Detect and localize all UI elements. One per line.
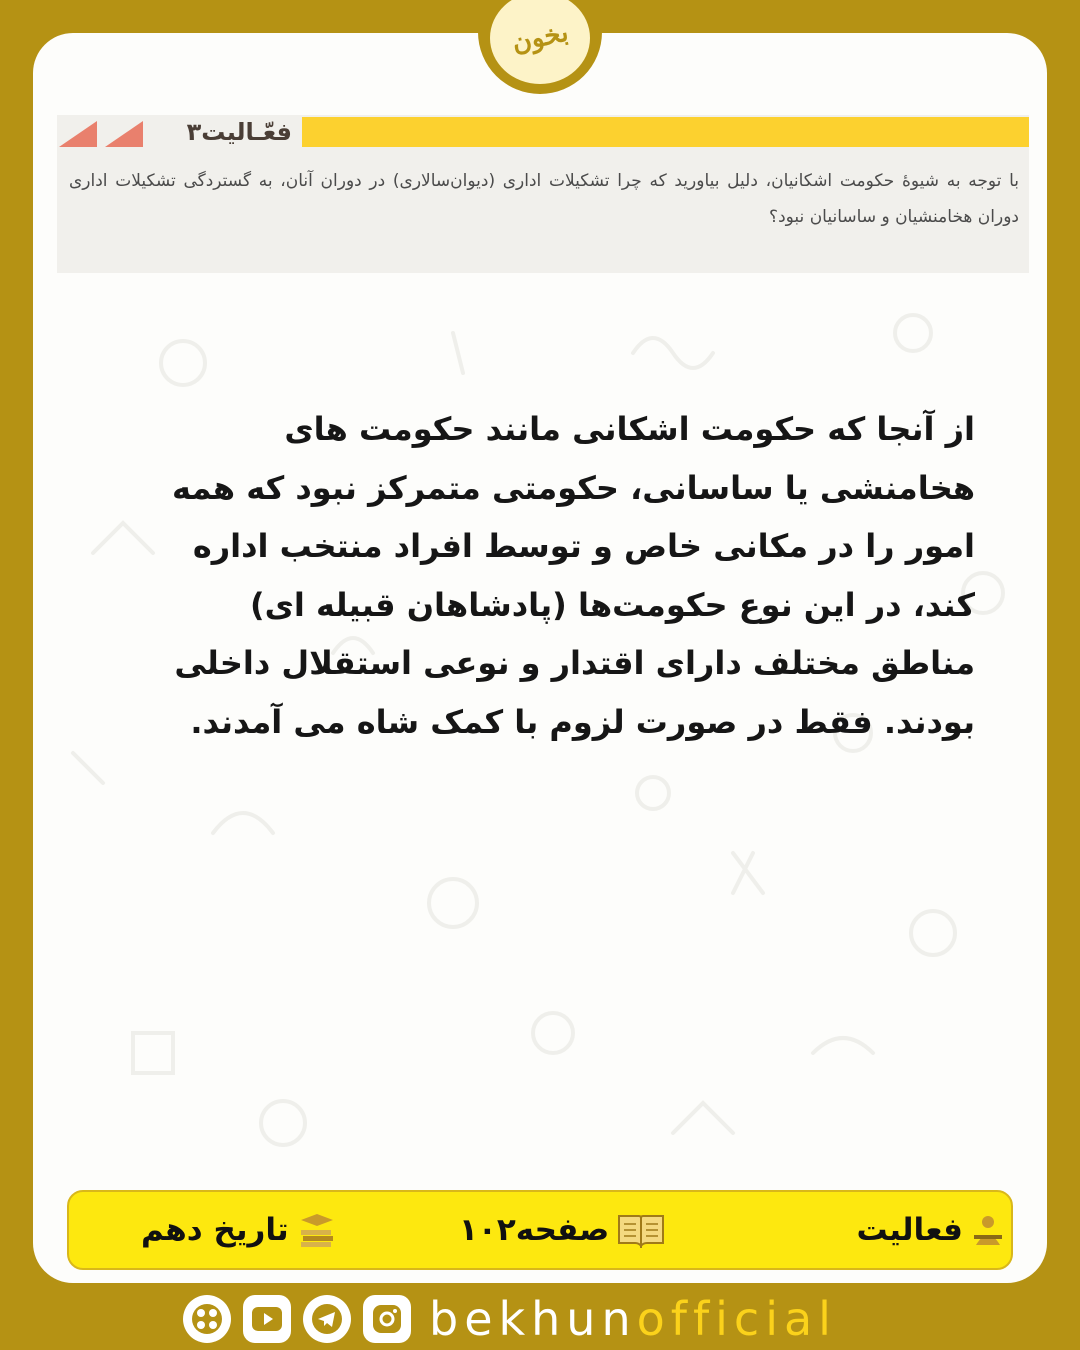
brand-handle[interactable]: [429, 1293, 837, 1345]
youtube-icon[interactable]: [243, 1295, 291, 1343]
answer-line: بودند. فقط در صورت لزوم با کمک شاه می آمدند.: [190, 702, 975, 741]
answer-line: هخامنشی یا ساسانی، حکومتی متمرکز نبود که همه: [172, 468, 975, 507]
telegram-glyph: [311, 1303, 343, 1335]
content-card: [33, 33, 1047, 1283]
footer-page-label: صفحه۱۰۲: [459, 1212, 610, 1248]
footer-subject-label: تاریخ دهم: [141, 1212, 289, 1248]
activity-box: [57, 115, 1029, 273]
instagram-icon[interactable]: [363, 1295, 411, 1343]
telegram-icon[interactable]: [303, 1295, 351, 1343]
footer-info-bar: [67, 1190, 1013, 1270]
activity-title: فعّـالیت۳: [186, 118, 292, 146]
triangle-decoration-icon: [59, 121, 97, 147]
answer-line: مناطق مختلف دارای اقتدار و نوعی استقلال داخلی: [174, 644, 975, 682]
footer-item-subject: [141, 1192, 337, 1268]
activity-question: با توجه به شیوهٔ حکومت اشکانیان، دلیل بیاورید که چرا تشکیلات اداری (دیوان‌سالاری) در دوران آنان، به گستردگی تشکیلات اداری دوران هخامنشیان و ساسانیان نبود؟: [69, 171, 1019, 227]
activity-header: [57, 115, 1029, 149]
activity-header-band: [302, 117, 1029, 147]
youtube-glyph: [252, 1307, 282, 1331]
social-bar: [183, 1293, 903, 1345]
triangle-decoration-icon: [105, 121, 143, 147]
teacher-icon: [971, 1213, 1005, 1247]
answer-line: کند، در این نوع حکومت‌ها (پادشاهان قبیله ای): [249, 585, 975, 624]
instagram-glyph: [371, 1303, 403, 1335]
open-book-icon: [617, 1212, 665, 1248]
logo-emblem: [490, 0, 590, 84]
answer-line: از آنجا که حکومت اشکانی مانند حکومت های: [284, 410, 975, 448]
footer-item-page: [459, 1192, 665, 1268]
logo-text: بخون: [509, 17, 571, 59]
graduation-books-icon: [297, 1212, 337, 1248]
answer-text: [105, 400, 975, 751]
footer-activity-label: فعالیت: [856, 1212, 963, 1248]
brand-handle-part2: official: [636, 1292, 837, 1346]
answer-line: امور را در مکانی خاص و توسط افراد منتخب اداره: [192, 527, 975, 565]
footer-item-activity: [856, 1192, 1005, 1268]
brand-handle-part1: bekhun: [429, 1292, 637, 1346]
aparat-icon[interactable]: [183, 1295, 231, 1343]
aparat-glyph: [190, 1302, 224, 1336]
